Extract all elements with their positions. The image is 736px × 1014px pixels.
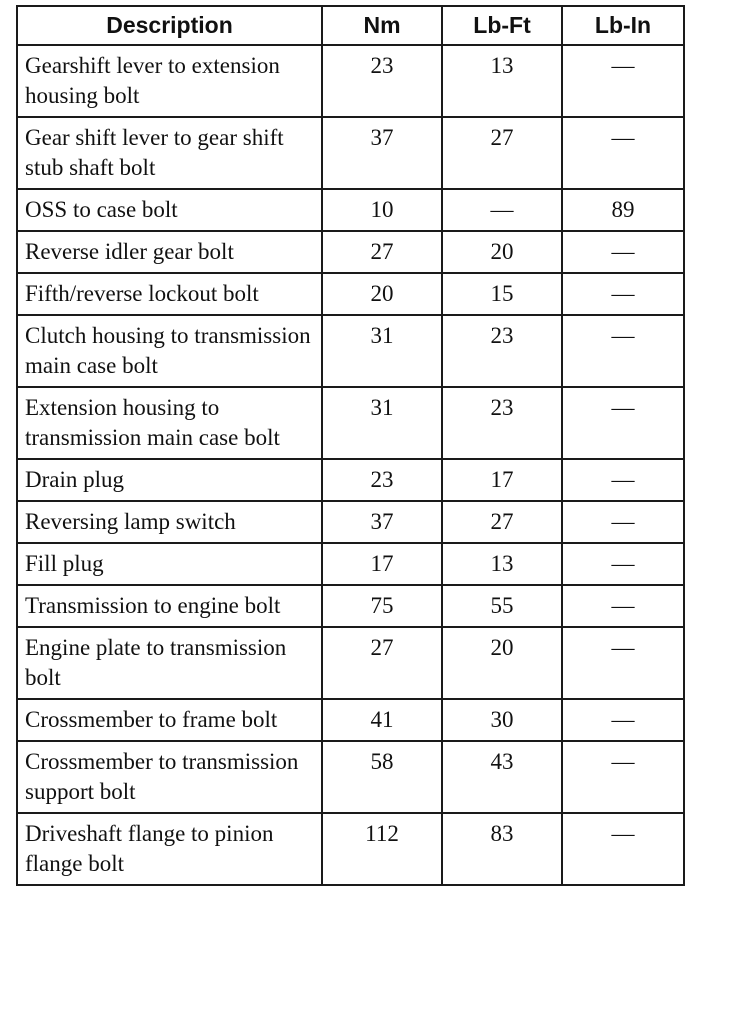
cell-description: Reversing lamp switch bbox=[17, 501, 322, 543]
header-lbin: Lb-In bbox=[562, 6, 684, 45]
cell-description: Fifth/reverse lockout bolt bbox=[17, 273, 322, 315]
table-row bbox=[17, 543, 684, 585]
cell-lbin: — bbox=[562, 315, 684, 387]
cell-lbin: — bbox=[562, 387, 684, 459]
table-row bbox=[17, 585, 684, 627]
cell-lbft: 23 bbox=[442, 315, 562, 387]
cell-nm: 58 bbox=[322, 741, 442, 813]
table-row bbox=[17, 189, 684, 231]
table-row bbox=[17, 45, 684, 117]
cell-lbft: 20 bbox=[442, 627, 562, 699]
table-body bbox=[17, 45, 684, 885]
table-row bbox=[17, 387, 684, 459]
cell-nm: 27 bbox=[322, 231, 442, 273]
cell-lbft: 15 bbox=[442, 273, 562, 315]
cell-nm: 20 bbox=[322, 273, 442, 315]
cell-nm: 37 bbox=[322, 117, 442, 189]
header-row bbox=[17, 6, 684, 45]
table-row bbox=[17, 813, 684, 885]
cell-description: Reverse idler gear bolt bbox=[17, 231, 322, 273]
cell-description: Extension housing to transmission main case bolt bbox=[17, 387, 322, 459]
cell-lbft: 30 bbox=[442, 699, 562, 741]
cell-nm: 31 bbox=[322, 387, 442, 459]
table-row bbox=[17, 117, 684, 189]
header-lbft: Lb-Ft bbox=[442, 6, 562, 45]
cell-description: Drain plug bbox=[17, 459, 322, 501]
cell-lbin: — bbox=[562, 117, 684, 189]
torque-spec-table bbox=[16, 5, 685, 886]
cell-lbft: — bbox=[442, 189, 562, 231]
cell-description: Gearshift lever to extension housing bolt bbox=[17, 45, 322, 117]
table-row bbox=[17, 273, 684, 315]
cell-lbin: — bbox=[562, 585, 684, 627]
cell-lbin: — bbox=[562, 231, 684, 273]
cell-lbin: — bbox=[562, 501, 684, 543]
cell-lbin: 89 bbox=[562, 189, 684, 231]
cell-nm: 41 bbox=[322, 699, 442, 741]
cell-lbft: 55 bbox=[442, 585, 562, 627]
cell-lbft: 27 bbox=[442, 117, 562, 189]
cell-lbft: 83 bbox=[442, 813, 562, 885]
cell-lbin: — bbox=[562, 813, 684, 885]
cell-lbin: — bbox=[562, 45, 684, 117]
header-description: Description bbox=[17, 6, 322, 45]
cell-description: Fill plug bbox=[17, 543, 322, 585]
cell-lbin: — bbox=[562, 459, 684, 501]
cell-description: Clutch housing to transmission main case bolt bbox=[17, 315, 322, 387]
cell-lbin: — bbox=[562, 543, 684, 585]
cell-nm: 75 bbox=[322, 585, 442, 627]
table-row bbox=[17, 231, 684, 273]
cell-lbft: 20 bbox=[442, 231, 562, 273]
cell-lbft: 23 bbox=[442, 387, 562, 459]
cell-nm: 37 bbox=[322, 501, 442, 543]
cell-description: OSS to case bolt bbox=[17, 189, 322, 231]
cell-lbft: 13 bbox=[442, 543, 562, 585]
table-row bbox=[17, 501, 684, 543]
cell-nm: 17 bbox=[322, 543, 442, 585]
cell-nm: 23 bbox=[322, 45, 442, 117]
table-row bbox=[17, 699, 684, 741]
cell-lbin: — bbox=[562, 627, 684, 699]
cell-description: Crossmember to frame bolt bbox=[17, 699, 322, 741]
cell-lbin: — bbox=[562, 741, 684, 813]
cell-nm: 27 bbox=[322, 627, 442, 699]
cell-description: Engine plate to transmission bolt bbox=[17, 627, 322, 699]
cell-lbin: — bbox=[562, 273, 684, 315]
table-row bbox=[17, 741, 684, 813]
table-row bbox=[17, 459, 684, 501]
table-row bbox=[17, 627, 684, 699]
cell-lbft: 13 bbox=[442, 45, 562, 117]
cell-lbft: 43 bbox=[442, 741, 562, 813]
header-nm: Nm bbox=[322, 6, 442, 45]
cell-nm: 112 bbox=[322, 813, 442, 885]
cell-lbft: 27 bbox=[442, 501, 562, 543]
cell-lbft: 17 bbox=[442, 459, 562, 501]
cell-description: Crossmember to transmission support bolt bbox=[17, 741, 322, 813]
table-header bbox=[17, 6, 684, 45]
cell-lbin: — bbox=[562, 699, 684, 741]
cell-nm: 10 bbox=[322, 189, 442, 231]
table-row bbox=[17, 315, 684, 387]
cell-description: Transmission to engine bolt bbox=[17, 585, 322, 627]
cell-description: Driveshaft flange to pinion flange bolt bbox=[17, 813, 322, 885]
cell-description: Gear shift lever to gear shift stub shaft bolt bbox=[17, 117, 322, 189]
cell-nm: 31 bbox=[322, 315, 442, 387]
cell-nm: 23 bbox=[322, 459, 442, 501]
